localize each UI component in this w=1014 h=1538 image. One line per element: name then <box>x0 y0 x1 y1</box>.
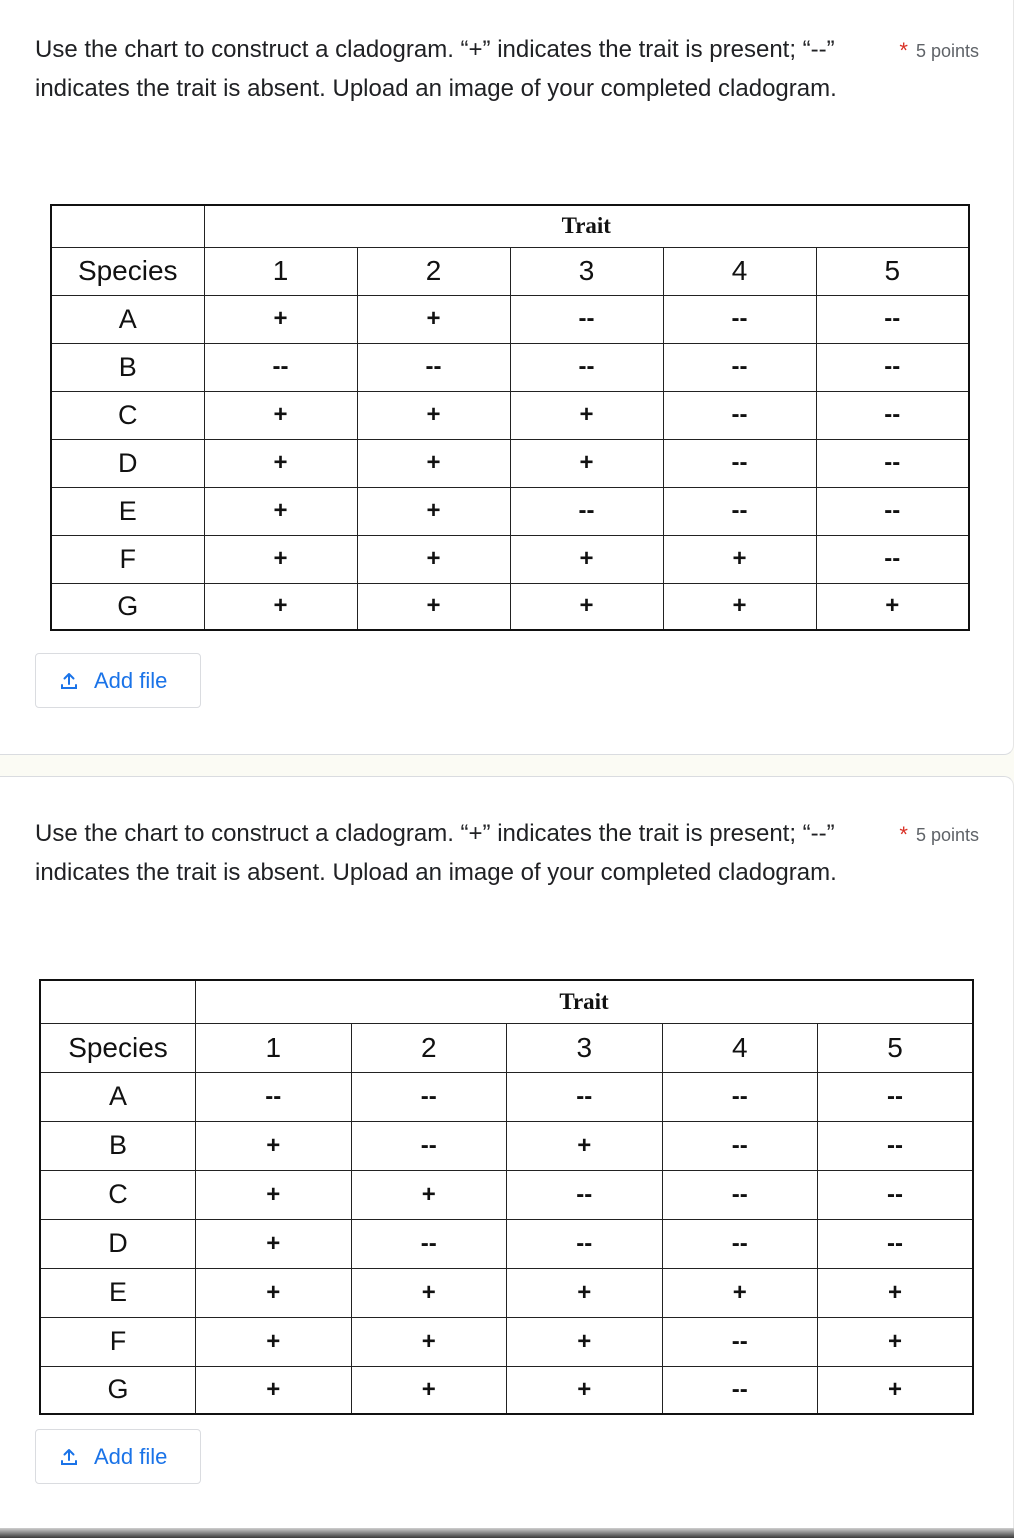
trait-value-cell: + <box>510 535 663 583</box>
species-cell: G <box>40 1366 196 1414</box>
trait-value-cell: + <box>196 1170 352 1219</box>
trait-number: 2 <box>351 1023 507 1072</box>
trait-value-cell: + <box>204 487 357 535</box>
trait-value-cell: -- <box>507 1219 663 1268</box>
species-cell: G <box>51 583 204 630</box>
trait-value-cell: + <box>204 439 357 487</box>
trait-value-cell: + <box>818 1366 974 1414</box>
trait-value-cell: + <box>351 1268 507 1317</box>
question-meta <box>899 38 979 64</box>
trait-value-cell: -- <box>663 343 816 391</box>
species-cell: C <box>51 391 204 439</box>
trait-value-cell: -- <box>662 1317 818 1366</box>
table-corner-cell <box>40 980 196 1023</box>
trait-value-cell: -- <box>351 1072 507 1121</box>
trait-value-cell: -- <box>816 535 969 583</box>
add-file-label: Add file <box>94 667 168 693</box>
species-cell: F <box>51 535 204 583</box>
trait-value-cell: -- <box>507 1072 663 1121</box>
trait-value-cell: -- <box>357 343 510 391</box>
question-meta <box>899 822 979 848</box>
add-file-label: Add file <box>94 1443 168 1469</box>
table-row <box>40 1072 973 1121</box>
points-label: 5 points <box>915 825 979 845</box>
species-cell: C <box>40 1170 196 1219</box>
trait-value-cell: -- <box>818 1072 974 1121</box>
trait-value-cell: -- <box>510 295 663 343</box>
trait-value-cell: + <box>507 1317 663 1366</box>
trait-value-cell: -- <box>662 1170 818 1219</box>
trait-value-cell: -- <box>818 1170 974 1219</box>
trait-value-cell: + <box>507 1121 663 1170</box>
trait-number: 5 <box>816 247 969 295</box>
trait-number: 4 <box>662 1023 818 1072</box>
species-cell: E <box>51 487 204 535</box>
trait-value-cell: + <box>204 535 357 583</box>
trait-value-cell: + <box>196 1268 352 1317</box>
trait-number: 3 <box>510 247 663 295</box>
trait-value-cell: -- <box>662 1121 818 1170</box>
trait-value-cell: + <box>351 1366 507 1414</box>
trait-value-cell: + <box>816 583 969 630</box>
trait-value-cell: + <box>663 583 816 630</box>
trait-value-cell: -- <box>663 391 816 439</box>
trait-value-cell: -- <box>662 1366 818 1414</box>
table-row <box>51 343 969 391</box>
trait-value-cell: + <box>357 295 510 343</box>
trait-number: 3 <box>507 1023 663 1072</box>
table-row <box>40 1366 973 1414</box>
trait-value-cell: + <box>204 391 357 439</box>
trait-table <box>50 204 970 631</box>
trait-value-cell: -- <box>204 343 357 391</box>
table-row <box>51 391 969 439</box>
trait-value-cell: + <box>204 295 357 343</box>
trait-value-cell: -- <box>663 439 816 487</box>
question-card-2 <box>0 776 1014 1528</box>
table-row <box>40 1317 973 1366</box>
trait-number: 2 <box>357 247 510 295</box>
trait-value-cell: + <box>351 1317 507 1366</box>
trait-number: 4 <box>663 247 816 295</box>
trait-number: 5 <box>818 1023 974 1072</box>
trait-value-cell: -- <box>663 295 816 343</box>
trait-value-cell: + <box>357 487 510 535</box>
trait-value-cell: -- <box>816 439 969 487</box>
upload-icon <box>60 672 78 690</box>
trait-value-cell: + <box>510 583 663 630</box>
upload-icon <box>60 1448 78 1466</box>
question-card-1 <box>0 0 1014 755</box>
trait-value-cell: + <box>510 439 663 487</box>
trait-number: 1 <box>196 1023 352 1072</box>
table-row <box>51 439 969 487</box>
trait-value-cell: -- <box>816 487 969 535</box>
table-row <box>51 535 969 583</box>
trait-value-cell: + <box>196 1121 352 1170</box>
trait-value-cell: -- <box>662 1219 818 1268</box>
species-cell: D <box>51 439 204 487</box>
trait-value-cell: -- <box>196 1072 352 1121</box>
species-header: Species <box>40 1023 196 1072</box>
table-row <box>51 583 969 630</box>
trait-value-cell: -- <box>816 391 969 439</box>
table-corner-cell <box>51 205 204 247</box>
question-text: Use the chart to construct a cladogram. “+” indicates the trait is present; “--” indicates the trait is absent. Upload an image of your completed cladogram. <box>35 820 837 886</box>
trait-value-cell: -- <box>818 1219 974 1268</box>
trait-header: Trait <box>204 205 969 247</box>
trait-value-cell: + <box>507 1268 663 1317</box>
trait-value-cell: -- <box>351 1219 507 1268</box>
trait-value-cell: + <box>196 1317 352 1366</box>
trait-value-cell: + <box>196 1219 352 1268</box>
species-cell: A <box>51 295 204 343</box>
trait-value-cell: + <box>204 583 357 630</box>
trait-value-cell: + <box>357 583 510 630</box>
trait-value-cell: -- <box>351 1121 507 1170</box>
trait-value-cell: + <box>663 535 816 583</box>
table-row <box>40 1170 973 1219</box>
trait-value-cell: + <box>357 535 510 583</box>
table-row <box>51 295 969 343</box>
trait-value-cell: + <box>818 1317 974 1366</box>
species-cell: D <box>40 1219 196 1268</box>
trait-value-cell: -- <box>507 1170 663 1219</box>
trait-number: 1 <box>204 247 357 295</box>
species-cell: F <box>40 1317 196 1366</box>
trait-value-cell: -- <box>510 343 663 391</box>
trait-header: Trait <box>196 980 974 1023</box>
trait-value-cell: -- <box>663 487 816 535</box>
trait-value-cell: + <box>507 1366 663 1414</box>
table-row <box>40 1268 973 1317</box>
species-cell: E <box>40 1268 196 1317</box>
window-bottom-edge <box>0 1528 1014 1538</box>
trait-value-cell: + <box>357 439 510 487</box>
species-header: Species <box>51 247 204 295</box>
trait-value-cell: + <box>818 1268 974 1317</box>
trait-value-cell: + <box>351 1170 507 1219</box>
trait-value-cell: + <box>510 391 663 439</box>
required-asterisk: * <box>899 38 908 63</box>
species-cell: B <box>51 343 204 391</box>
table-row <box>40 1121 973 1170</box>
points-label: 5 points <box>915 41 979 61</box>
species-cell: A <box>40 1072 196 1121</box>
add-file-button[interactable] <box>35 1429 201 1484</box>
trait-value-cell: -- <box>816 295 969 343</box>
trait-value-cell: + <box>357 391 510 439</box>
trait-table <box>39 979 974 1415</box>
add-file-button[interactable] <box>35 653 201 708</box>
question-text: Use the chart to construct a cladogram. “+” indicates the trait is present; “--” indicates the trait is absent. Upload an image of your completed cladogram. <box>35 36 837 102</box>
trait-value-cell: -- <box>510 487 663 535</box>
required-asterisk: * <box>899 822 908 847</box>
trait-value-cell: + <box>662 1268 818 1317</box>
trait-value-cell: -- <box>816 343 969 391</box>
trait-value-cell: -- <box>818 1121 974 1170</box>
species-cell: B <box>40 1121 196 1170</box>
trait-value-cell: -- <box>662 1072 818 1121</box>
table-row <box>51 487 969 535</box>
trait-value-cell: + <box>196 1366 352 1414</box>
table-row <box>40 1219 973 1268</box>
